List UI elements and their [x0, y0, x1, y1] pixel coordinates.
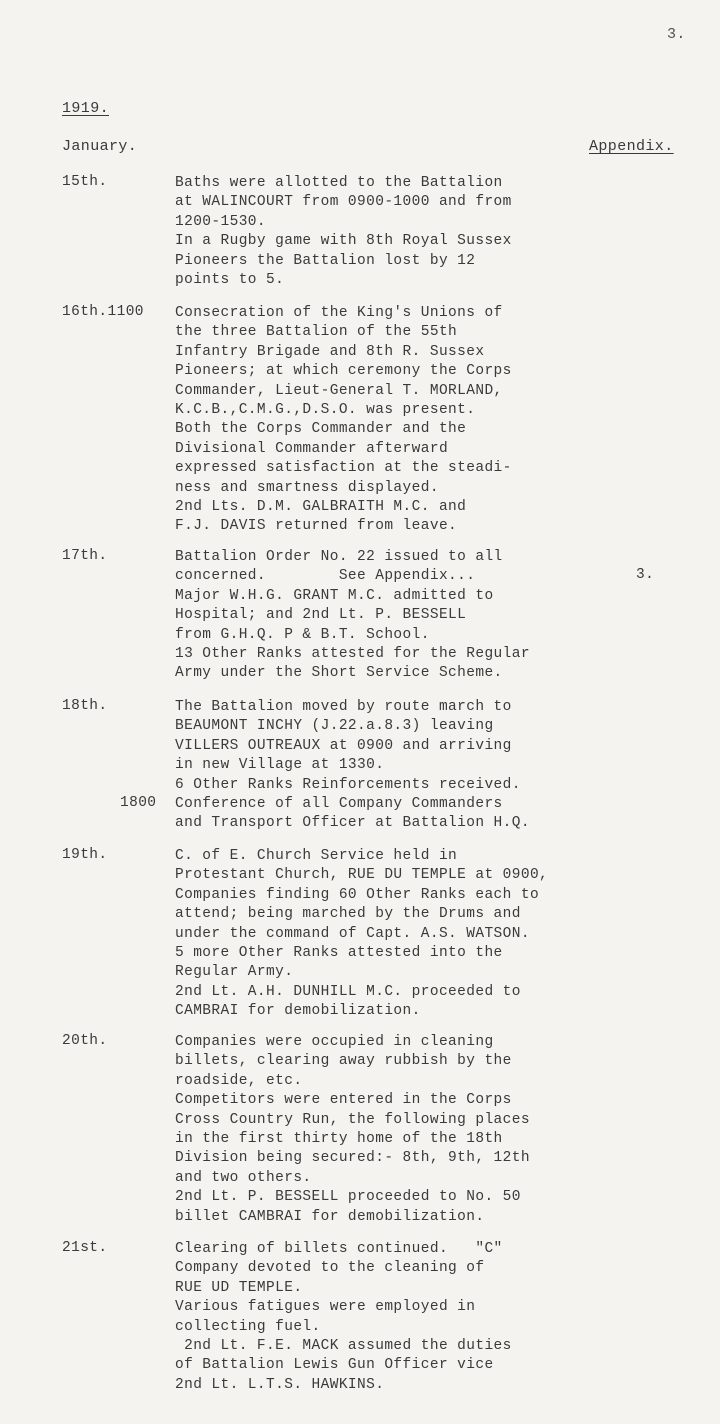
entry-line: 1200-1530. [175, 213, 267, 230]
entry-line: 2nd Lt. P. BESSELL proceeded to No. 50 [175, 1189, 521, 1206]
appendix-heading: Appendix. [589, 138, 674, 155]
entry-line: F.J. DAVIS returned from leave. [175, 518, 458, 535]
entry-date: 15th. [62, 174, 108, 190]
entry-line: of Battalion Lewis Gun Officer vice [175, 1357, 494, 1374]
entry-date: 19th. [62, 847, 108, 863]
entry-line: Protestant Church, RUE DU TEMPLE at 0900, [175, 867, 549, 884]
entry-line: expressed satisfaction at the steadi- [175, 460, 512, 477]
entry-line: and Transport Officer at Battalion H.Q. [175, 815, 530, 832]
entry-line: 2nd Lt. A.H. DUNHILL M.C. proceeded to [175, 983, 521, 1000]
entry-text [175, 1033, 530, 1227]
entry-date: 21st. [62, 1240, 108, 1256]
entry-line: K.C.B.,C.M.G.,D.S.O. was present. [175, 401, 476, 418]
entry-date: 18th. [62, 698, 108, 714]
entry-line: Competitors were entered in the Corps [175, 1092, 512, 1109]
entry-line: 2nd Lts. D.M. GALBRAITH M.C. and [175, 498, 467, 515]
entry-line: Army under the Short Service Scheme. [175, 665, 503, 682]
entry-line: CAMBRAI for demobilization. [175, 1003, 421, 1020]
entry-line: under the command of Capt. A.S. WATSON. [175, 925, 530, 942]
entry-line: Infantry Brigade and 8th R. Sussex [175, 343, 485, 360]
entry-line: Divisional Commander afterward [175, 440, 449, 457]
entry-line: Company devoted to the cleaning of [175, 1260, 485, 1277]
entry-line: Regular Army. [175, 964, 294, 981]
entry-date: 17th. [62, 548, 108, 564]
entry-line: Battalion Order No. 22 issued to all [175, 549, 503, 565]
entry-line: attend; being marched by the Drums and [175, 906, 521, 923]
entry-text [175, 847, 548, 1022]
entry-line: Consecration of the King's Unions of [175, 305, 503, 321]
entry-line: Division being secured:- 8th, 9th, 12th [175, 1150, 530, 1167]
entry-date: 16th.1100 [62, 304, 144, 320]
entry-line: VILLERS OUTREAUX at 0900 and arriving [175, 737, 512, 754]
entry-line: at WALINCOURT from 0900-1000 and from [175, 194, 512, 211]
entry-text [175, 174, 512, 290]
entry-line: 13 Other Ranks attested for the Regular [175, 645, 530, 662]
entry-line: points to 5. [175, 271, 285, 288]
year-heading: 1919. [62, 100, 110, 117]
month-heading: January. [62, 138, 138, 155]
entry-line: in new Village at 1330. [175, 757, 385, 774]
entry-line: Various fatigues were employed in [175, 1299, 476, 1316]
entry-line: Conference of all Company Commanders [175, 795, 503, 812]
entry-line: C. of E. Church Service held in [175, 848, 458, 864]
entry-text [175, 304, 512, 537]
entry-line: collecting fuel. [175, 1318, 321, 1335]
entry-time: 1800 [120, 795, 157, 811]
entry-line: billet CAMBRAI for demobilization. [175, 1208, 485, 1225]
entry-line: the three Battalion of the 55th [175, 324, 458, 341]
entry-line: Major W.H.G. GRANT M.C. admitted to [175, 587, 494, 604]
entry-line: ness and smartness displayed. [175, 479, 439, 496]
page-number: 3. [667, 26, 686, 43]
appendix-reference: 3. [636, 567, 655, 584]
entry-date: 20th. [62, 1033, 108, 1049]
entry-line: Commander, Lieut-General T. MORLAND, [175, 382, 503, 399]
entry-text [175, 698, 530, 834]
entry-line: 2nd Lt. F.E. MACK assumed the duties [175, 1337, 512, 1354]
entry-line: Companies were occupied in cleaning [175, 1034, 494, 1050]
entry-line: roadside, etc. [175, 1072, 303, 1089]
entry-line: RUE UD TEMPLE. [175, 1279, 303, 1296]
entry-line: Both the Corps Commander and the [175, 421, 467, 438]
entry-line: Pioneers; at which ceremony the Corps [175, 363, 512, 380]
entry-line: 2nd Lt. L.T.S. HAWKINS. [175, 1376, 385, 1393]
entry-line: Cross Country Run, the following places [175, 1111, 530, 1128]
entry-line: Clearing of billets continued. "C" [175, 1241, 503, 1257]
entry-line: concerned. See Appendix... [175, 568, 476, 585]
entry-line: Pioneers the Battalion lost by 12 [175, 252, 476, 269]
entry-line: Hospital; and 2nd Lt. P. BESSELL [175, 607, 467, 624]
entry-line: Companies finding 60 Other Ranks each to [175, 886, 540, 903]
entry-line: in the first thirty home of the 18th [175, 1130, 503, 1147]
entry-line: BEAUMONT INCHY (J.22.a.8.3) leaving [175, 718, 494, 735]
entry-text [175, 1240, 512, 1395]
entry-line: Baths were allotted to the Battalion [175, 175, 503, 191]
entry-line: The Battalion moved by route march to [175, 699, 512, 715]
entry-line: from G.H.Q. P & B.T. School. [175, 626, 430, 643]
entry-line: billets, clearing away rubbish by the [175, 1053, 512, 1070]
entry-line: 5 more Other Ranks attested into the [175, 944, 503, 961]
entry-line: 6 Other Ranks Reinforcements received. [175, 776, 521, 793]
entry-line: In a Rugby game with 8th Royal Sussex [175, 233, 512, 250]
entry-text [175, 548, 530, 684]
entry-line: and two others. [175, 1169, 312, 1186]
